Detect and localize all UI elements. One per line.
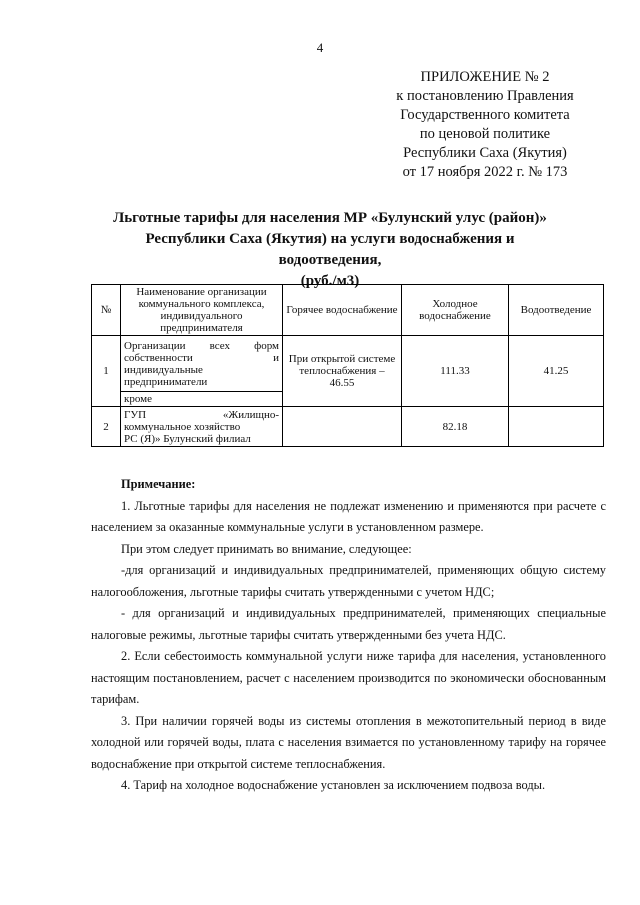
note-paragraph: 1. Льготные тарифы для населения не подлежат изменению и применяются при расчете с населением за оказанные коммунальные услуги в установленном размере. xyxy=(91,498,606,534)
note-paragraph: -для организаций и индивидуальных предпринимателей, применяющих общую систему налогообложения, льготные тарифы считать утвержденными с учетом НДС; xyxy=(91,563,606,599)
org-line: Организации всех форм собственности и xyxy=(124,339,279,364)
note-paragraph: 3. При наличии горячей воды из системы отопления в межотопительный период в виде холодной или горячей воды, плата с населения взимается по установленному тарифу на горячее водоснабжение при открытой системе теплоснабжения. xyxy=(91,713,606,771)
org-line: коммунальное хозяйство xyxy=(124,420,241,433)
appendix-line: по ценовой политике xyxy=(419,126,551,142)
notes-heading: Примечание: xyxy=(121,477,196,491)
note-paragraph: 2. Если себестоимость коммунальной услуги ниже тарифа для населения, установленного настоящим постановлением, расчет с населением производится по экономически обоснованным тарифам. xyxy=(91,649,606,706)
org-line: РС (Я)» Булунский филиал xyxy=(124,432,251,445)
row-organization xyxy=(121,407,283,447)
table-row xyxy=(92,407,604,447)
row-hot-water: При открытой системе теплоснабжения – 46.55 xyxy=(283,336,402,407)
row-drainage: 41.25 xyxy=(509,336,604,407)
row-num: 1 xyxy=(92,336,121,407)
note-paragraph: - для организаций и индивидуальных предпринимателей, применяющих специальные налоговые режимы, льготные тарифы считать утвержденными без учета НДС. xyxy=(91,606,606,642)
appendix-header xyxy=(380,68,590,182)
header-num: № xyxy=(92,285,121,336)
title-line: Льготные тарифы для населения МР «Булунский улус (район)» xyxy=(113,210,547,226)
page-number: 4 xyxy=(316,40,324,55)
row-drainage xyxy=(509,407,604,447)
appendix-line: Республики Саха (Якутия) xyxy=(403,145,567,161)
row-num: 2 xyxy=(92,407,121,447)
note-paragraph: 4. Тариф на холодное водоснабжение установлен за исключением подвоза воды. xyxy=(121,778,546,792)
appendix-line: ПРИЛОЖЕНИЕ № 2 xyxy=(420,69,550,85)
appendix-line: Государственного комитета xyxy=(400,107,570,123)
document-title xyxy=(95,208,565,292)
org-line: ГУП «Жилищно- xyxy=(124,408,279,421)
title-line: Республики Саха (Якутия) на услуги водоснабжения и водоотведения, xyxy=(145,231,515,268)
note-paragraph: При этом следует принимать во внимание, следующее: xyxy=(121,541,412,556)
header-cold-water: Холодное водоснабжение xyxy=(402,285,509,336)
row-organization-extra: кроме xyxy=(121,392,283,407)
header-hot-water: Горячее водоснабжение xyxy=(283,285,402,336)
table-row xyxy=(92,336,604,392)
row-cold-water: 82.18 xyxy=(402,407,509,447)
row-cold-water: 111.33 xyxy=(402,336,509,407)
tariff-table xyxy=(91,284,604,447)
header-organization: Наименование организации коммунального комплекса, индивидуального предпринимателя xyxy=(121,285,283,336)
appendix-line: к постановлению Правления xyxy=(396,88,574,104)
appendix-line: от 17 ноября 2022 г. № 173 xyxy=(402,164,568,180)
row-organization xyxy=(121,336,283,392)
org-line: предприниматели xyxy=(124,375,208,388)
notes-section xyxy=(91,474,606,797)
org-line: индивидуальные xyxy=(124,363,203,376)
row-hot-water xyxy=(283,407,402,447)
title-line: (руб./м3) xyxy=(300,273,360,289)
header-drainage: Водоотведение xyxy=(509,285,604,336)
table-header-row xyxy=(92,285,604,336)
